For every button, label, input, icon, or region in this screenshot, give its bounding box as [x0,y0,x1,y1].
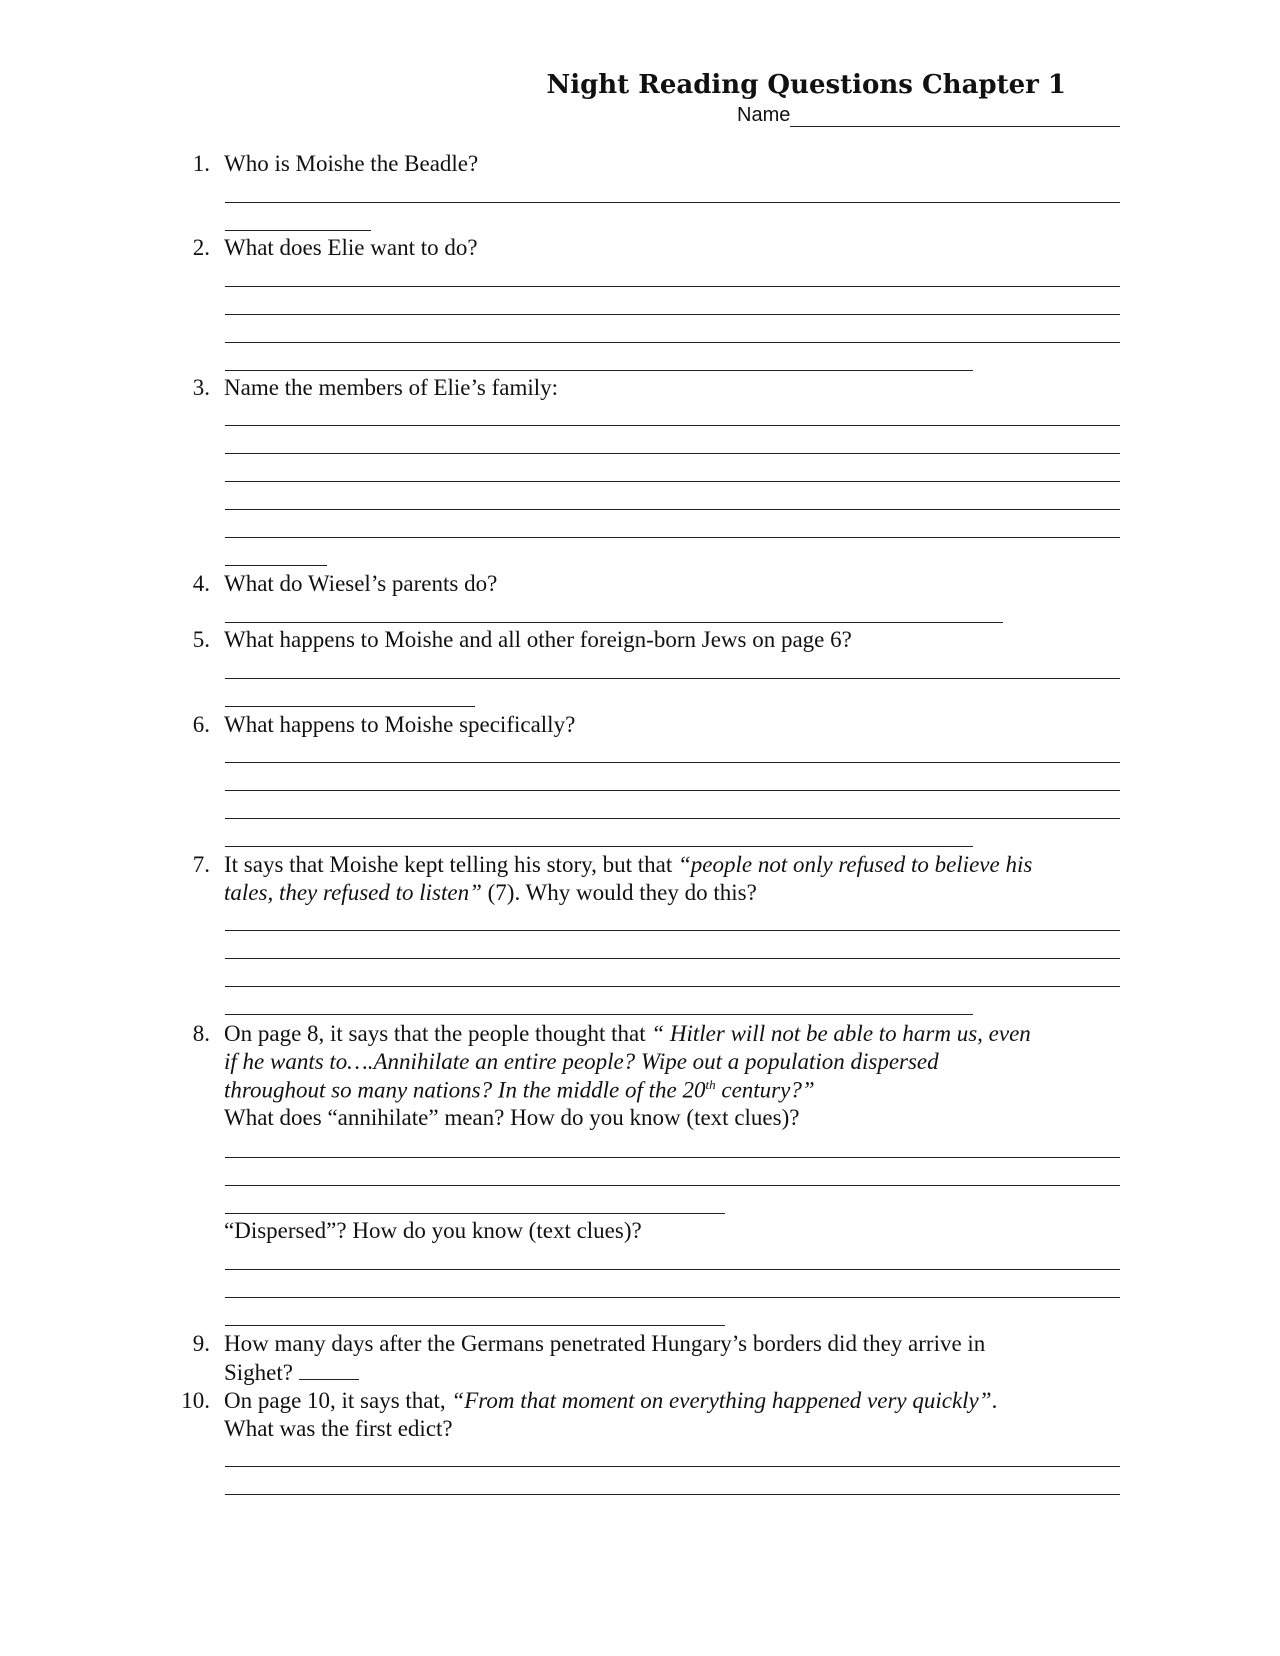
question-number: 3. [192,375,210,400]
question-number: 5. [192,627,210,652]
question-text: Name the members of Elie’s family: [224,375,559,400]
question-text: It says that Moishe kept telling his story, but that “people not only refused to believe his [224,852,1033,877]
question-number: 9. [192,1331,210,1356]
name-field-line[interactable] [790,126,1120,127]
quote: throughout so many nations? In the middle of the 20th century?” [224,1077,815,1103]
answer-line[interactable] [225,1157,1120,1158]
answer-line[interactable] [225,342,1120,343]
quote: if he wants to….Annihilate an entire people? Wipe out a population dispersed [224,1049,939,1074]
question-number: 7. [192,852,210,877]
answer-blank[interactable] [299,1359,359,1380]
answer-line[interactable] [225,1213,725,1214]
answer-line[interactable] [225,509,1120,510]
answer-line[interactable] [225,565,327,566]
question-number: 10. [181,1388,210,1413]
answer-line[interactable] [225,622,1003,623]
sub-question-text: “Dispersed”? How do you know (text clues)? [224,1218,642,1243]
answer-line[interactable] [225,678,1120,679]
question-text: On page 10, it says that, “From that moment on everything happened very quickly”. [224,1388,998,1413]
answer-line[interactable] [225,230,371,231]
question-text: What was the first edict? [224,1416,453,1441]
question-text: Who is Moishe the Beadle? [224,151,479,176]
answer-line[interactable] [225,706,475,707]
answer-line[interactable] [225,481,1120,482]
question-text: What does “annihilate” mean? How do you know (text clues)? [224,1105,800,1130]
answer-line[interactable] [225,202,1120,203]
answer-line[interactable] [225,930,1120,931]
answer-line[interactable] [225,1297,1120,1298]
answer-line[interactable] [225,1466,1120,1467]
answer-line[interactable] [225,1494,1120,1495]
question-text: On page 8, it says that the people thought that “ Hitler will not be able to harm us, even [224,1021,1031,1046]
answer-line[interactable] [225,370,973,371]
question-number: 8. [192,1021,210,1046]
question-text: How many days after the Germans penetrated Hungary’s borders did they arrive in [224,1331,986,1356]
question-number: 4. [192,571,210,596]
page-title: Night Reading Questions Chapter 1 [546,70,1066,100]
answer-line[interactable] [225,1185,1120,1186]
question-text: What happens to Moishe specifically? [224,712,576,737]
question-number: 6. [192,712,210,737]
answer-line[interactable] [225,762,1120,763]
answer-line[interactable] [225,818,1120,819]
answer-line[interactable] [225,846,973,847]
quote: “people not only refused to believe his [678,852,1033,877]
answer-line[interactable] [225,537,1120,538]
question-number: 1. [192,151,210,176]
answer-line[interactable] [225,790,1120,791]
answer-line[interactable] [225,1269,1120,1270]
question-number: 2. [192,235,210,260]
name-label: Name [737,104,791,126]
quote: tales, they refused to listen” [224,880,482,905]
question-text: What do Wiesel’s parents do? [224,571,498,596]
answer-line[interactable] [225,314,1120,315]
answer-line[interactable] [225,986,1120,987]
question-text: What happens to Moishe and all other foreign-born Jews on page 6? [224,627,852,652]
answer-line[interactable] [225,453,1120,454]
answer-line[interactable] [225,1014,973,1015]
quote: “ Hitler will not be able to harm us, even [651,1021,1031,1046]
quote: “From that moment on everything happened very quickly” [451,1388,992,1413]
question-text: Sighet? [224,1359,359,1386]
answer-line[interactable] [225,1325,725,1326]
answer-line[interactable] [225,286,1120,287]
answer-line[interactable] [225,958,1120,959]
answer-line[interactable] [225,425,1120,426]
question-text: What does Elie want to do? [224,235,478,260]
question-text: tales, they refused to listen” (7). Why would they do this? [224,880,757,905]
